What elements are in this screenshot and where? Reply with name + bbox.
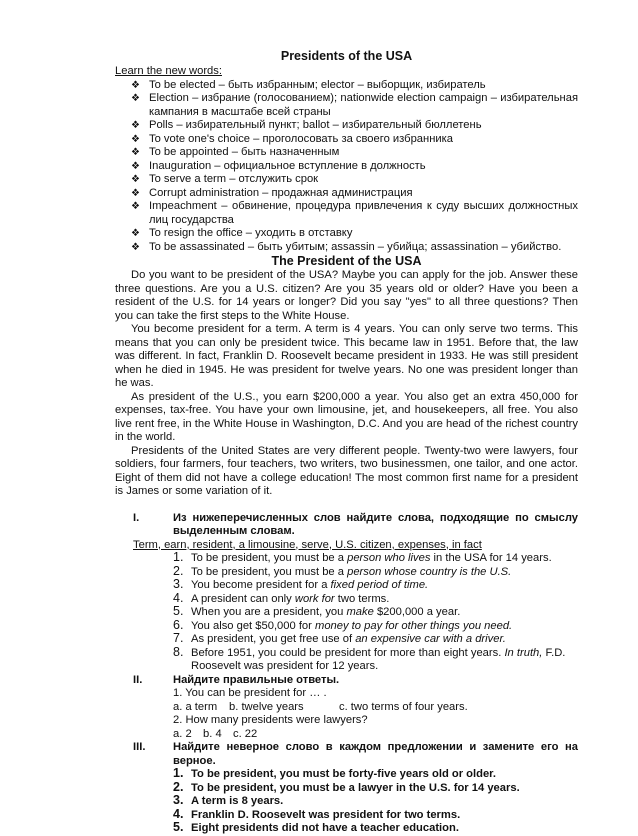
exercise-item bbox=[173, 779, 578, 796]
highlighted-phrase: an expensive car with a driver. bbox=[355, 633, 506, 645]
paragraph: Do you want to be president of the USA? Maybe you can apply for the job. Answer these three questions. Are you a U.S. citizen? Are you 35 years old or older? Have you been a resident of the U.S. for 14 years or longer? Did you say "yes" to all three questions? Then you can take the first steps to the White House. bbox=[115, 269, 578, 322]
task-1-wordlist: Term, earn, resident, a limousine, serve, U.S. citizen, expenses, in fact bbox=[133, 538, 482, 551]
exercise-item bbox=[173, 590, 578, 607]
vocab-text: To be assassinated – быть убитым; assassin – убийца; assassination – убийство. bbox=[149, 240, 562, 253]
vocab-text: Impeachment – обвинение, процедура привлечения к суду высших должностных лиц государства bbox=[149, 200, 578, 226]
task-3 bbox=[115, 741, 578, 768]
question-1-options bbox=[173, 701, 578, 715]
item-number: 3. bbox=[173, 793, 184, 807]
vocab-item bbox=[131, 173, 578, 187]
item-number: 5. bbox=[173, 820, 184, 834]
item-text: Before 1951, you could be president for more than eight years. bbox=[191, 646, 505, 659]
document-title: Presidents of the USA bbox=[280, 49, 413, 63]
vocab-item bbox=[131, 119, 578, 133]
item-number: 1. bbox=[173, 766, 184, 780]
question-2: 2. How many presidents were lawyers? bbox=[173, 714, 368, 726]
vocab-item bbox=[131, 146, 578, 160]
item-number: 1. bbox=[173, 550, 184, 564]
exercise-item bbox=[173, 606, 578, 620]
task-3-heading: Найдите неверное слово в каждом предложении и замените его на верное. bbox=[173, 741, 578, 767]
task-2-heading: Найдите правильные ответы. bbox=[173, 673, 340, 686]
exercise-item bbox=[173, 768, 578, 782]
task-3-items bbox=[115, 768, 578, 836]
diamond-bullet-icon: ❖ bbox=[131, 228, 140, 239]
item-number: 5. bbox=[173, 604, 184, 618]
diamond-bullet-icon: ❖ bbox=[131, 187, 140, 199]
vocab-item bbox=[131, 92, 578, 119]
item-number: 2. bbox=[173, 563, 184, 578]
diamond-bullet-icon: ❖ bbox=[131, 133, 140, 145]
item-text: When you are a president, you bbox=[191, 606, 347, 618]
option: b. twelve years bbox=[229, 700, 304, 713]
diamond-bullet-icon: ❖ bbox=[131, 201, 140, 212]
vocab-text: To serve a term – отслужить срок bbox=[149, 173, 319, 185]
diamond-bullet-icon: ❖ bbox=[131, 241, 140, 253]
task-2 bbox=[115, 674, 578, 688]
vocab-item bbox=[131, 241, 578, 255]
task-1 bbox=[115, 512, 578, 539]
vocab-item bbox=[131, 79, 578, 93]
item-number: 2. bbox=[173, 779, 184, 794]
vocab-text: Corrupt administration – продажная администрация bbox=[149, 186, 413, 199]
diamond-bullet-icon: ❖ bbox=[131, 79, 140, 91]
item-text: You become president for a bbox=[191, 579, 331, 591]
diamond-bullet-icon: ❖ bbox=[131, 93, 140, 104]
exercise-item bbox=[173, 806, 578, 823]
item-number: 6. bbox=[173, 617, 184, 632]
spacer bbox=[115, 499, 578, 512]
item-text: $200,000 a year. bbox=[373, 606, 461, 618]
highlighted-phrase: make bbox=[346, 606, 374, 618]
exercise-item bbox=[173, 617, 578, 634]
item-text: You also get $50,000 for bbox=[191, 619, 315, 632]
item-number: 7. bbox=[173, 631, 184, 645]
exercise-item bbox=[173, 795, 578, 809]
task-2-questions bbox=[115, 687, 578, 741]
paragraph: Presidents of the United States are very different people. Twenty-two were lawyers, four soldiers, four farmers, four teachers, two writers, two businessmen, one tailor, and one actor. Eight of them did not have a college education! The most common first name for a president is James or some variation of it. bbox=[115, 444, 578, 497]
item-text: F.D. Roosevelt was president for 12 years. bbox=[191, 646, 566, 672]
item-text: A president can only bbox=[191, 592, 295, 605]
vocab-text: Inauguration – официальное вступление в должность bbox=[149, 159, 426, 172]
item-text: in the USA for 14 years. bbox=[430, 552, 552, 564]
item-text: Franklin D. Roosevelt was president for two terms. bbox=[191, 808, 461, 821]
highlighted-phrase: In truth, bbox=[504, 646, 543, 659]
vocab-text: Polls – избирательный пункт; ballot – избирательный бюллетень bbox=[149, 119, 482, 131]
exercise-item bbox=[173, 579, 578, 593]
exercise-item bbox=[173, 563, 578, 580]
vocab-item bbox=[131, 133, 578, 147]
highlighted-phrase: fixed period of time. bbox=[330, 579, 429, 591]
exercise-item bbox=[173, 552, 578, 566]
item-text: As president, you get free use of bbox=[191, 633, 356, 645]
option: c. two terms of four years. bbox=[339, 700, 468, 713]
task-1-number: I. bbox=[133, 511, 140, 524]
vocab-item bbox=[131, 227, 578, 241]
vocab-text: Election – избрание (голосованием); nationwide election campaign – избирательная кампания в масштабе всей страны bbox=[149, 92, 578, 118]
text-title: The President of the USA bbox=[271, 254, 422, 268]
vocab-text: To vote one's choice – проголосовать за своего избранника bbox=[149, 132, 453, 145]
exercise-item bbox=[173, 644, 578, 674]
item-number: 3. bbox=[173, 577, 184, 591]
diamond-bullet-icon: ❖ bbox=[131, 160, 140, 172]
option: b. 4 bbox=[203, 727, 222, 740]
highlighted-phrase: person whose country is the U.S. bbox=[347, 565, 512, 578]
diamond-bullet-icon: ❖ bbox=[131, 147, 140, 158]
question-2-options bbox=[173, 728, 578, 742]
item-text: A term is 8 years. bbox=[191, 795, 284, 807]
vocabulary-list bbox=[115, 79, 578, 255]
diamond-bullet-icon: ❖ bbox=[131, 174, 140, 185]
paragraph: As president of the U.S., you earn $200,000 a year. You also get an extra 450,000 for expenses, tax-free. You have your own limousine, jet, and housekeepers, all free. You also live rent free, in the White House in Washington, D.C. And you are head of the richest country in the world. bbox=[115, 390, 578, 443]
vocab-text: To resign the office – уходить в отставку bbox=[149, 227, 353, 239]
vocab-item bbox=[131, 160, 578, 174]
option: a. a term bbox=[173, 700, 218, 713]
item-number: 8. bbox=[173, 644, 184, 659]
item-number: 4. bbox=[173, 590, 184, 605]
item-text: Eight presidents did not have a teacher education. bbox=[191, 822, 459, 834]
diamond-bullet-icon: ❖ bbox=[131, 120, 140, 131]
paragraph: You become president for a term. A term is 4 years. You can only serve two terms. This means that you can only be president twice. This became law in 1951. Before that, the law was different. In fact, Franklin D. Roosevelt became president in 1933. He was still president when he died in 1945. He was president for twelve years. No one was president longer than he was. bbox=[115, 323, 578, 389]
highlighted-phrase: money to pay for other things you need. bbox=[315, 619, 513, 632]
task-1-items bbox=[115, 552, 578, 674]
highlighted-phrase: work for bbox=[294, 592, 335, 605]
task-2-number: II. bbox=[133, 673, 143, 686]
item-text: To be president, you must be forty-five years old or older. bbox=[191, 768, 497, 780]
task-1-heading: Из нижеперечисленных слов найдите слова, подходящие по смыслу выделенным словам. bbox=[173, 511, 578, 537]
vocab-item bbox=[131, 200, 578, 227]
task-3-number: III. bbox=[133, 741, 146, 753]
vocab-text: To be appointed – быть назначенным bbox=[149, 146, 340, 158]
document-page bbox=[115, 49, 578, 836]
vocab-item bbox=[131, 187, 578, 201]
exercise-item bbox=[173, 822, 578, 836]
item-text: two terms. bbox=[334, 592, 390, 605]
item-text: To be president, you must be a bbox=[191, 552, 348, 564]
learn-label: Learn the new words: bbox=[115, 65, 222, 77]
item-text: To be president, you must be a bbox=[191, 565, 348, 578]
exercise-item bbox=[173, 633, 578, 647]
item-text: To be president, you must be a lawyer in the U.S. for 14 years. bbox=[191, 781, 520, 794]
vocab-text: To be elected – быть избранным; elector – выборщик, избиратель bbox=[149, 78, 486, 91]
option: c. 22 bbox=[233, 727, 258, 740]
option: a. 2 bbox=[173, 727, 192, 740]
highlighted-phrase: person who lives bbox=[347, 552, 431, 564]
reading-text bbox=[115, 269, 578, 499]
item-number: 4. bbox=[173, 806, 184, 821]
question-1: 1. You can be president for … . bbox=[173, 687, 327, 699]
